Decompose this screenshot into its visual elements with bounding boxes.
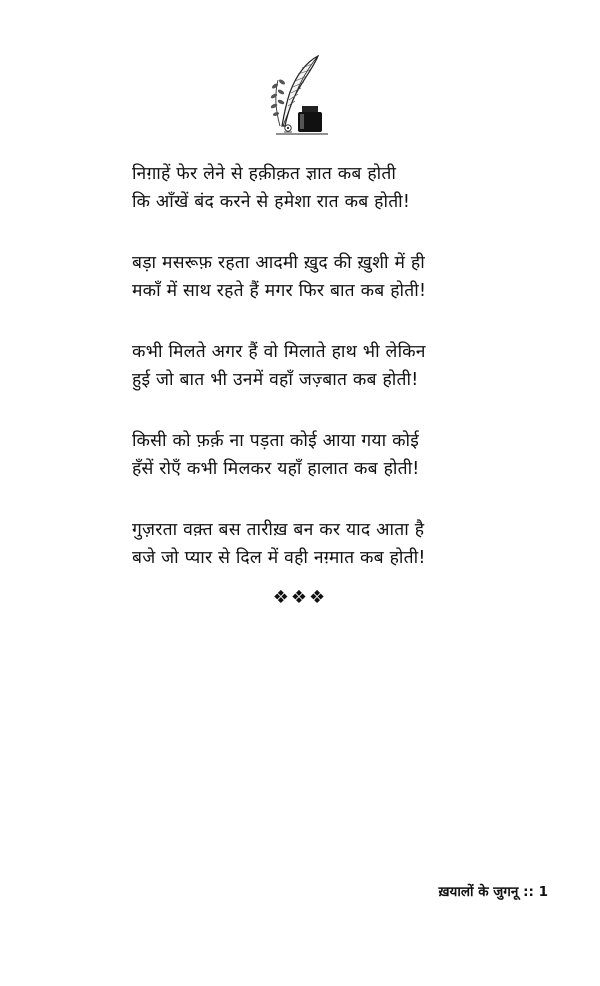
stanza-3 xyxy=(132,338,462,394)
poem-line: कभी मिलते अगर हैं वो मिलाते हाथ भी लेकिन xyxy=(132,342,426,362)
stanza-5 xyxy=(132,516,462,572)
quill-and-inkpot-icon xyxy=(258,52,344,138)
poem-line: निग़ाहें फेर लेने से हक़ीक़त ज्ञात कब होती xyxy=(132,164,397,184)
poem xyxy=(132,160,462,605)
stanza-1 xyxy=(132,160,462,216)
poem-line: हुई जो बात भी उनमें वहाँ जज़्बात कब होती! xyxy=(132,370,419,390)
poem-line: मकाँ में साथ रहते हैं मगर फिर बात कब होती! xyxy=(132,281,427,301)
stanza-4 xyxy=(132,427,462,483)
poem-line: हँसें रोएँ कभी मिलकर यहाँ हालात कब होती! xyxy=(132,459,420,479)
stanza-2 xyxy=(132,249,462,305)
poem-line: किसी को फ़र्क़ ना पड़ता कोई आया गया कोई xyxy=(132,431,420,451)
page-footer: ख़यालों के जुगनू :: 1 xyxy=(438,884,548,900)
poem-line: बड़ा मसरूफ़ रहता आदमी ख़ुद की ख़ुशी में ही xyxy=(132,253,425,273)
poem-line: गुज़रता वक़्त बस तारीख़ बन कर याद आता है xyxy=(132,520,425,540)
section-end-ornament: ❖❖❖ xyxy=(272,587,328,608)
poem-line: बजे जो प्यार से दिल में वही नग़्मात कब होती! xyxy=(132,548,426,568)
poem-line: कि आँखें बंद करने से हमेशा रात कब होती! xyxy=(132,192,411,212)
